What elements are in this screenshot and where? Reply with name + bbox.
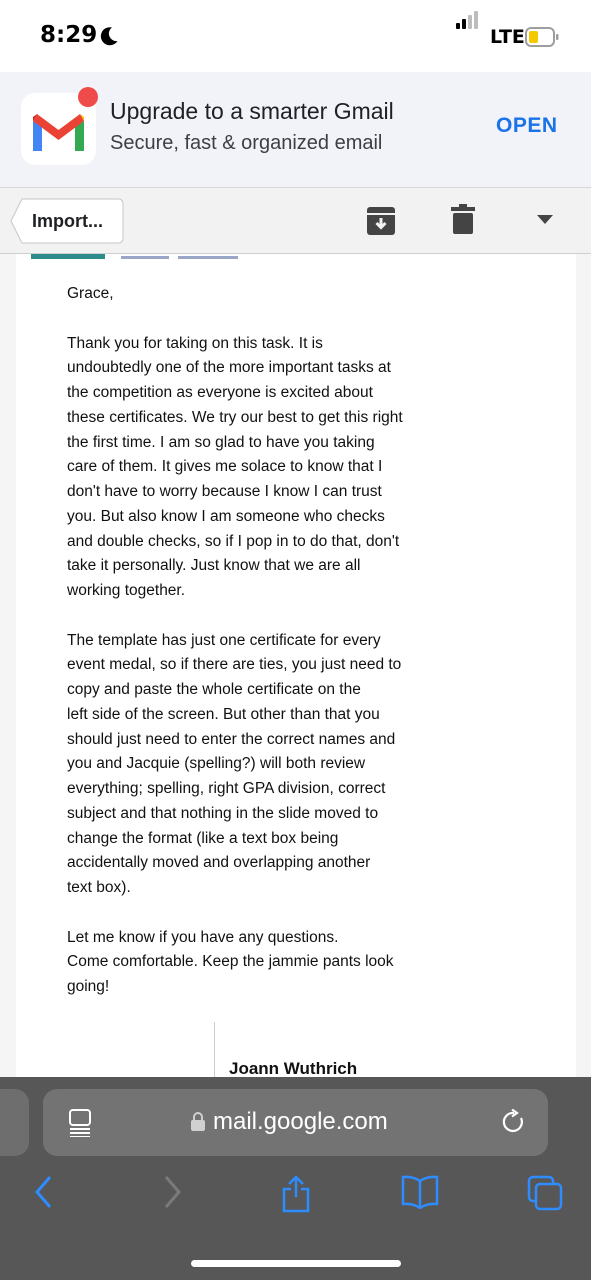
url-text[interactable]: mail.google.com bbox=[213, 1108, 388, 1135]
reader-icon[interactable] bbox=[69, 1109, 91, 1137]
mail-toolbar bbox=[0, 187, 591, 254]
archive-icon[interactable] bbox=[367, 207, 395, 235]
promo-subtitle: Secure, fast & organized email bbox=[110, 132, 383, 154]
tabs-icon[interactable] bbox=[527, 1175, 563, 1211]
details-link-partial bbox=[121, 254, 241, 259]
open-app-button[interactable]: OPEN bbox=[496, 114, 558, 137]
moon-icon bbox=[99, 26, 119, 46]
email-greeting: Grace, bbox=[67, 285, 114, 302]
browser-nav-row bbox=[0, 1175, 591, 1215]
back-to-inbox-button[interactable] bbox=[10, 198, 124, 244]
browser-toolbar bbox=[0, 1077, 591, 1280]
share-icon[interactable] bbox=[282, 1175, 310, 1213]
signature-divider bbox=[214, 1022, 215, 1077]
notification-dot bbox=[78, 87, 98, 107]
battery-icon bbox=[525, 27, 559, 47]
network-type: LTE bbox=[490, 26, 525, 48]
chevron-down-icon[interactable] bbox=[537, 215, 553, 225]
bookmarks-icon[interactable] bbox=[401, 1175, 439, 1209]
address-bar[interactable] bbox=[43, 1089, 548, 1156]
reload-icon[interactable] bbox=[502, 1109, 526, 1135]
email-message-body bbox=[67, 282, 427, 1025]
back-arrow-icon[interactable] bbox=[34, 1175, 52, 1209]
delete-icon[interactable] bbox=[451, 204, 475, 234]
back-button-label: Import... bbox=[32, 211, 103, 231]
forward-arrow-icon[interactable] bbox=[164, 1175, 182, 1209]
sender-chip-partial bbox=[31, 254, 105, 259]
status-time: 8:29 bbox=[40, 22, 98, 48]
email-card bbox=[16, 254, 576, 1077]
gmail-promo-banner[interactable] bbox=[0, 72, 591, 187]
signature-name: Joann Wuthrich bbox=[229, 1059, 358, 1077]
lock-icon bbox=[191, 1111, 205, 1131]
home-indicator bbox=[191, 1260, 401, 1267]
promo-title: Upgrade to a smarter Gmail bbox=[110, 98, 394, 124]
email-paragraph: Thank you for taking on this task. It is undoubtedly one of the more important tasks at the competition as everyone is excited about these certificates. We try our best to get this right the first time. I am so glad to have you taking care of them. It gives me solace to know that I don't have to worry because I know I can trust you. But also know I am someone who checks and double checks, so if I pop in to do that, don't take it personally. Just know that we are all working together. bbox=[67, 334, 403, 599]
email-paragraph: Let me know if you have any questions. Come comfortable. Keep the jammie pants look going! bbox=[67, 928, 394, 995]
email-paragraph: The template has just one certificate for every event medal, so if there are ties, you just need to copy and paste the whole certificate on the left side of the screen. But other than that you should just need to enter the correct names and you and Jacquie (spelling?) will both review everything; spelling, right GPA division, correct subject and that nothing in the slide moved to change the format (like a text box being accidentally moved and overlapping another text box). bbox=[67, 631, 402, 896]
status-bar bbox=[0, 0, 591, 72]
previous-tab-peek[interactable] bbox=[0, 1089, 29, 1156]
